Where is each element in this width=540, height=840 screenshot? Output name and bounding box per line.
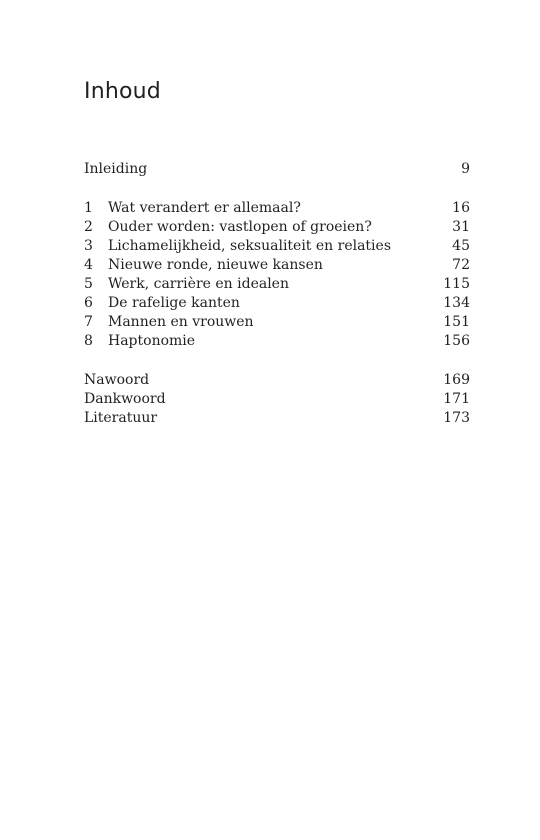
toc-chapter-page: 134 <box>443 295 470 311</box>
toc-back-matter-page: 173 <box>443 410 470 426</box>
toc-back-matter-row <box>84 371 470 390</box>
toc-back-matter-page: 171 <box>443 391 470 407</box>
toc-chapter-number: 2 <box>84 219 93 235</box>
toc-back-matter-row <box>84 390 470 409</box>
toc-chapters-section <box>84 199 470 351</box>
toc-chapter-number: 1 <box>84 200 93 216</box>
toc-back-matter-section <box>84 371 470 428</box>
toc-chapter-label: Haptonomie <box>108 333 196 349</box>
toc-chapter-row <box>84 294 470 313</box>
toc-chapter-number: 5 <box>84 276 93 292</box>
toc-chapter-row <box>84 237 470 256</box>
toc-intro-section <box>84 160 470 179</box>
toc-back-matter-page: 169 <box>443 372 470 388</box>
toc-chapter-row <box>84 275 470 294</box>
toc-entry-label: Inleiding <box>84 161 148 177</box>
toc-back-matter-label: Literatuur <box>84 410 158 426</box>
toc-chapter-label: Ouder worden: vastlopen of groeien? <box>108 219 372 235</box>
toc-chapter-number: 8 <box>84 333 93 349</box>
toc-chapter-label: Werk, carrière en idealen <box>108 276 289 292</box>
toc-chapter-number: 3 <box>84 238 93 254</box>
toc-chapter-row <box>84 218 470 237</box>
page-title: Inhoud <box>84 79 161 104</box>
toc-chapter-label: Mannen en vrouwen <box>108 314 254 330</box>
toc-chapter-label: Nieuwe ronde, nieuwe kansen <box>108 257 323 273</box>
toc-back-matter-label: Nawoord <box>84 372 150 388</box>
toc-chapter-label: De rafelige kanten <box>108 295 240 311</box>
toc-chapter-row <box>84 256 470 275</box>
toc-chapter-number: 4 <box>84 257 93 273</box>
toc-back-matter-row <box>84 409 470 428</box>
toc-chapter-page: 72 <box>452 257 470 273</box>
toc-chapter-page: 151 <box>443 314 470 330</box>
toc-back-matter-label: Dankwoord <box>84 391 166 407</box>
toc-chapter-number: 7 <box>84 314 93 330</box>
toc-chapter-page: 45 <box>452 238 470 254</box>
toc-entry-intro <box>84 160 470 179</box>
toc-chapter-page: 115 <box>443 276 470 292</box>
toc-chapter-row <box>84 332 470 351</box>
toc-chapter-label: Wat verandert er allemaal? <box>108 200 301 216</box>
toc-chapter-page: 156 <box>443 333 470 349</box>
toc-entry-page: 9 <box>461 161 470 177</box>
toc-chapter-label: Lichamelijkheid, seksualiteit en relaties <box>108 238 392 254</box>
toc-chapter-row <box>84 313 470 332</box>
toc-chapter-page: 16 <box>452 200 470 216</box>
toc-chapter-number: 6 <box>84 295 93 311</box>
toc-chapter-row <box>84 199 470 218</box>
toc-chapter-page: 31 <box>452 219 470 235</box>
